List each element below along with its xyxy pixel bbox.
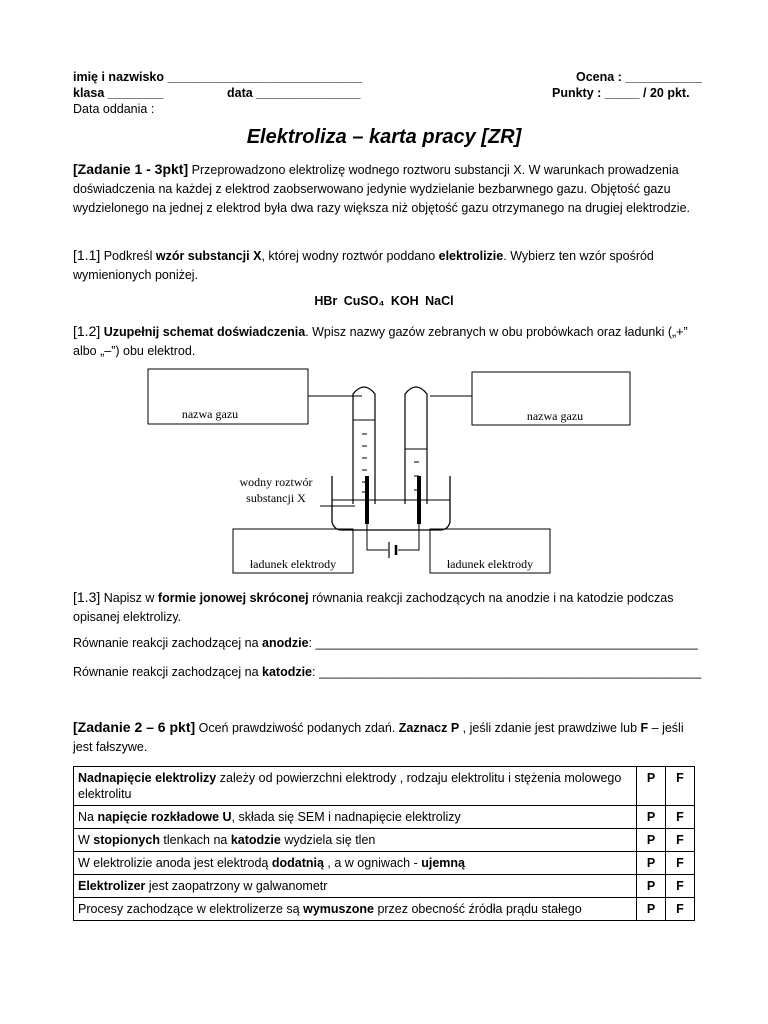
false-option[interactable]: F [666,898,695,921]
gas-left-label: nazwa gazu [181,407,239,421]
task2-bold-2: F [640,721,649,735]
left-wire [367,524,388,550]
q13-text-2: równania reakcji zachodzących na anodzie i na katodzie podczas opisanej elektrolizy. [73,591,674,624]
task1-intro [73,160,698,218]
statement-text [74,852,637,875]
statement-row [74,806,695,829]
gas-right-label: nazwa gazu [526,409,584,423]
question-1-3 [73,588,698,627]
true-option[interactable]: P [637,852,666,875]
beaker [332,476,450,530]
statement-text-part: , a w ogniwach - [323,856,422,870]
true-option[interactable]: P [637,829,666,852]
question-1-1 [73,246,698,285]
task2-intro [73,718,698,757]
statement-text-part: przez obecność źródła prądu stałego [373,902,582,916]
q11-bold-2: elektrolizie [438,249,504,263]
statement-text-part: Na [78,810,98,824]
charge-left-label: ładunek elektrody [249,557,337,571]
q11-text-2: , której wodny roztwór poddano [261,249,439,263]
anode-pre: Równanie reakcji zachodzącej na [73,636,262,650]
false-option[interactable]: F [666,829,695,852]
cathode-bold: katodzie [262,665,313,679]
task1-text: Przeprowadzono elektrolizę wodnego roztworu substancji X. W warunkach prowadzenia doświadczenia na każdej z elektrod zaobserwowano jedynie wydzielanie bezbarwnego gazu. Objętość gazu wydzielonego na jednej z elektrod była dwa razy większa niż objętość gazu otrzymanego na drugiej elektrodzie. [73,163,691,215]
cathode-equation-line[interactable] [73,665,701,679]
task2-text-2: , jeśli zdanie jest prawdziwe lub [459,721,641,735]
statement-bold-part: stopionych [93,833,160,847]
statement-text [74,875,637,898]
q11-text-3: . Wybierz ten wzór spośród wymienionych poniżej. [73,249,654,282]
false-option[interactable]: F [666,767,695,806]
grade-field-label: Ocena : ___________ [576,70,702,84]
q12-bold-1: Uzupełnij schemat doświadczenia [100,325,306,339]
q13-text-1: Napisz w [100,591,158,605]
statement-text-part: , składa się SEM i nadnapięcie elektrolizy [231,810,461,824]
name-field-label: imię i nazwisko ____________________________ [73,70,363,84]
anode-blank: : _______________________________________________________ [308,636,698,650]
charge-right-label: ładunek elektrody [446,557,534,571]
true-false-table [73,766,695,921]
statement-bold-part: Elektrolizer [78,879,146,893]
true-option[interactable]: P [637,767,666,806]
right-electrode [417,476,421,524]
false-option[interactable]: F [666,875,695,898]
q11-bold-1: wzór substancji X [155,249,262,263]
statement-text-part: W [78,833,94,847]
q12-text-1: . Wpisz nazwy gazów zebranych w obu probówkach oraz ładunki („+” albo „–”) obu elektrod. [73,325,688,358]
statement-text-part: Procesy zachodzące w elektrolizerze są [78,902,304,916]
statement-bold-part: dodatnią [271,856,324,870]
statement-text-part: W elektrolizie anoda jest elektrodą [78,856,272,870]
q12-tag: [1.2] [73,323,101,339]
anode-bold: anodzie [262,636,309,650]
solution-label-line1: wodny roztwór [239,475,313,489]
true-option[interactable]: P [637,806,666,829]
left-electrode [365,476,369,524]
q11-tag: [1.1] [73,247,101,263]
task2-tag: [Zadanie 2 – 6 pkt] [73,719,196,735]
points-field-label: Punkty : _____ / 20 pkt. [552,86,690,100]
question-1-2 [73,322,698,361]
statement-row [74,875,695,898]
statement-row [74,898,695,921]
formula-options: HBr CuSO₄ KOH NaCl [314,294,454,308]
cathode-blank: : _______________________________________________________ [312,665,702,679]
statement-bold-part: ujemną [421,856,465,870]
q11-text-1: Podkreśl [100,249,156,263]
statement-text [74,829,637,852]
statement-row [74,829,695,852]
statement-text-part: wydziela się tlen [280,833,376,847]
class-field-label: klasa ________ [73,86,164,100]
statement-text [74,767,637,806]
q13-tag: [1.3] [73,589,101,605]
solution-label-line2: substancji X [246,491,306,505]
statement-row [74,852,695,875]
statement-bold-part: Nadnapięcie elektrolizy [78,771,217,785]
true-option[interactable]: P [637,898,666,921]
submission-date-label: Data oddania : [73,102,155,116]
false-option[interactable]: F [666,852,695,875]
cathode-pre: Równanie reakcji zachodzącej na [73,665,262,679]
statement-bold-part: napięcie rozkładowe U [97,810,232,824]
anode-equation-line[interactable] [73,636,698,650]
true-option[interactable]: P [637,875,666,898]
task2-text-1: Oceń prawdziwość podanych zdań. [195,721,399,735]
page-title: Elektroliza – karta pracy [ZR] [246,126,522,148]
statement-bold-part: katodzie [230,833,281,847]
q13-bold-1: formie jonowej skróconej [157,591,309,605]
statement-text-part: tlenkach na [159,833,231,847]
statement-bold-part: wymuszone [303,902,374,916]
statement-text-part: zależy od powierzchni elektrody , rodzaju elektrolitu i stężenia molowego elektrolitu [78,771,622,801]
statement-text-part: jest zaopatrzony w galwanometr [145,879,328,893]
task2-bold-1: Zaznacz P [398,721,460,735]
statement-text [74,898,637,921]
date-field-label: data _______________ [227,86,361,100]
false-option[interactable]: F [666,806,695,829]
electrolysis-diagram [140,364,584,576]
task2-text-3: – jeśli jest fałszywe. [73,721,684,754]
task1-tag: [Zadanie 1 - 3pkt] [73,161,189,177]
right-test-tube [405,387,427,504]
statement-row [74,767,695,806]
statement-text [74,806,637,829]
right-wire [398,524,419,550]
